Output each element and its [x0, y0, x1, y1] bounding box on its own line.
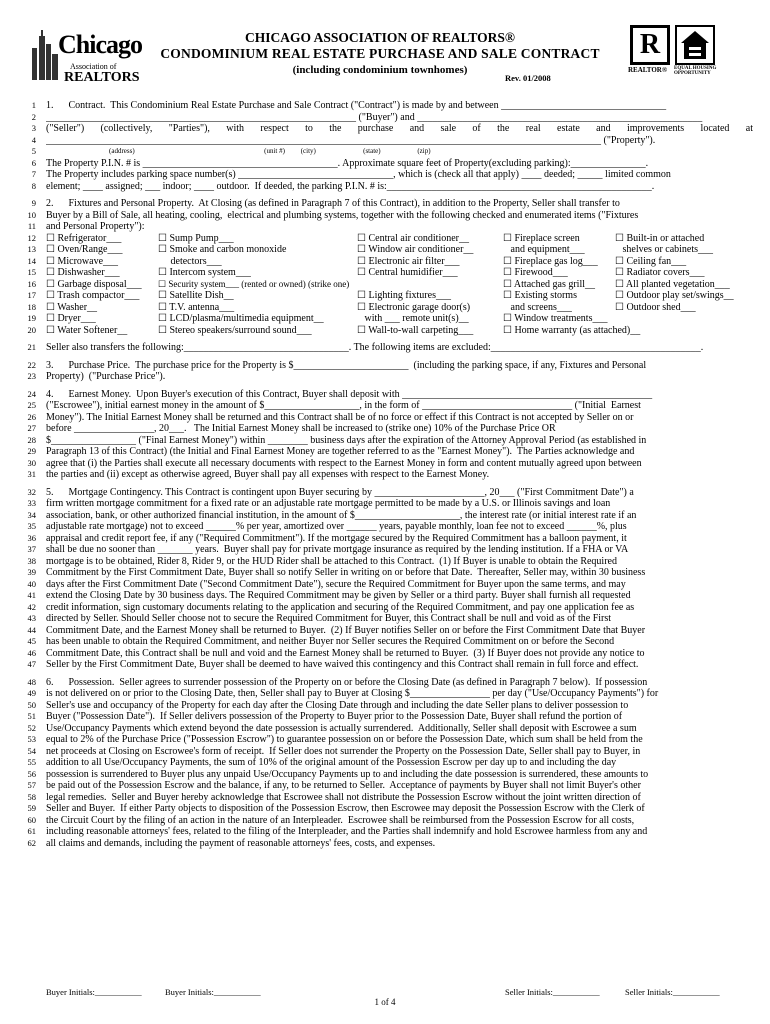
line-text: including reasonable attorneys' fees, related to the filing of the Interpleader, and the Parties shall indemnify and hold Escrowee harmless from any and [46, 826, 648, 837]
contract-subtitle: (including condominium townhomes) [292, 64, 468, 76]
contract-line [0, 158, 770, 170]
line-text: The Property includes parking space number(s) _______________________________, which is (check all that apply) ____ deeded; _____ limited common [46, 169, 671, 180]
line-number: 51 [27, 711, 36, 721]
line-text: mortgage is to be obtained, Rider 8, Rider 9, or the HUD Rider shall be attached to this Contract. (1) If Buyer is unable to obtain the Required [46, 555, 617, 567]
contract-line [0, 371, 770, 383]
line-text: net proceeds at Closing on Escrowee's form of receipt. If Seller does not surrender the Property on the Possession Date, Seller shall pay to Buyer, in [46, 745, 641, 757]
line-text: Commitment by the First Commitment Date, Buyer shall so notify Seller in writing on or before that Date. Thereafter, Seller may, within 30 business [46, 567, 646, 578]
line-number: 35 [27, 521, 36, 531]
line-number: 36 [27, 532, 36, 543]
line-number: 10 [27, 209, 36, 220]
fixture-checkbox-item[interactable]: ☐ Outdoor shed___ [615, 301, 696, 313]
realtor-label: REALTOR® [628, 66, 668, 74]
line-number: 60 [27, 814, 36, 825]
line-number: 15 [27, 267, 36, 277]
contract-line [0, 613, 770, 625]
line-number: 21 [27, 342, 36, 352]
contract-line [0, 544, 770, 556]
line-text: ("Escrowee"), initial earnest money in the amount of $___________________, in the form of ______________________________ ("Initial Earnest [46, 400, 641, 411]
line-number: 55 [27, 757, 36, 767]
fixture-checkbox-item[interactable]: ☐ Outdoor play set/swings__ [615, 290, 734, 301]
contract-line [0, 135, 770, 147]
contract-line [0, 700, 770, 712]
line-number: 1 [31, 100, 36, 110]
line-number: 12 [27, 232, 36, 243]
fixture-checkbox-item[interactable]: ☐ Oven/Range___ [46, 244, 123, 255]
fixture-checkbox-item[interactable]: ☐ Water Softener__ [46, 324, 128, 336]
fixture-checkbox-item[interactable]: ☐ T.V. antenna___ [158, 301, 235, 313]
line-text: Property) ("Purchase Price"). [46, 371, 166, 382]
line-number: 37 [27, 544, 36, 554]
logo-realtors-text: REALTORS [64, 70, 140, 85]
contract-line [0, 169, 770, 181]
fixture-checkbox-item[interactable]: ☐ Ceiling fan___ [615, 255, 687, 267]
fixture-checkbox-item[interactable]: ☐ Home warranty (as attached)__ [503, 324, 641, 336]
line-number: 26 [27, 411, 36, 422]
fixture-checkbox-item: detectors___ [158, 255, 222, 267]
line-text: credit information, sign customary documents relating to the application and securing of the Required Commitment, and pay one application fee as [46, 601, 635, 613]
line-number: 28 [27, 434, 36, 445]
fixture-row [0, 233, 770, 245]
fixture-checkbox-item[interactable]: ☐ Firewood___ [503, 267, 568, 278]
line-text: Buyer by a Bill of Sale, all heating, cooling, electrical and plumbing systems, together with the following checked and enumerated items ("Fixtures [46, 209, 639, 221]
equal-housing-icon [675, 25, 715, 65]
contract-line [0, 590, 770, 602]
line-number: 44 [27, 624, 36, 635]
line-text: Commitment Date, and the Earnest Money shall be returned to Buyer. (2) If Buyer notifies Seller on or before the First Commitment Date that Buyer [46, 624, 646, 636]
line-number: 46 [27, 647, 36, 658]
line-text: 4. Earnest Money. Upon Buyer's execution of this Contract, Buyer shall deposit with __________________________________________________ [46, 388, 653, 400]
contract-line [0, 567, 770, 579]
fixture-checkbox-item[interactable]: ☐ Electronic air filter___ [357, 255, 460, 267]
fixture-checkbox-item[interactable]: ☐ Fireplace screen [503, 232, 580, 244]
fixture-checkbox-item[interactable]: ☐ Fireplace gas log___ [503, 255, 598, 267]
line-number: 39 [27, 567, 36, 577]
fixture-checkbox-item[interactable]: ☐ Satellite Dish__ [158, 290, 234, 301]
document-header [0, 0, 770, 96]
contract-line [0, 435, 770, 447]
realtor-r-logo: R [630, 25, 670, 65]
seller-initials-1[interactable]: Seller Initials:___________ [505, 987, 600, 997]
fixture-checkbox-item[interactable]: ☐ Refrigerator___ [46, 232, 122, 244]
contract-line [0, 636, 770, 648]
line-number: 16 [27, 278, 36, 289]
line-text: addition to all Use/Occupancy Payments, the sum of 10% of the original amount of the Possession Escrow per day up to and including the day [46, 757, 617, 768]
page-number: 1 of 4 [374, 997, 396, 1007]
line-number: 5 [31, 146, 36, 156]
line-text: 1. Contract. This Condominium Real Estate Purchase and Sale Contract ("Contract") is made by and between _________________________________ [46, 100, 667, 111]
seller-initials-2[interactable]: Seller Initials:___________ [625, 987, 720, 997]
fixture-checkbox-item: shelves or cabinets___ [615, 244, 714, 255]
fixture-checkbox-item[interactable]: ☐ All planted vegetation___ [615, 278, 730, 290]
contract-line [0, 198, 770, 210]
line-text: (address) (unit #) (city) (state) (zip) [46, 147, 431, 155]
line-text: Seller and Buyer. If either Party objects to disposition of the Possession Escrow, then Escrowee may deposit the Possession Escrow with the Clerk of [46, 803, 645, 814]
contract-line [0, 510, 770, 522]
contract-title: CONDOMINIUM REAL ESTATE PURCHASE AND SALE CONTRACT [160, 46, 600, 61]
fixture-row [0, 302, 770, 314]
line-text: and Personal Property"): [46, 221, 145, 232]
line-text: Paragraph 13 of this Contract) (the Initial and Final Earnest Money are together referred to as the "Earnest Money"). The Parties acknowledge and [46, 446, 635, 457]
line-number: 47 [27, 659, 36, 669]
line-text: Seller by the First Commitment Date, Buyer shall be deemed to have waived this contingency and this Contract shall remain in full force and effect. [46, 659, 639, 670]
line-number: 45 [27, 636, 36, 646]
line-number: 3 [31, 123, 36, 133]
contract-line [0, 412, 770, 424]
contract-line [0, 210, 770, 222]
line-number: 9 [31, 198, 36, 208]
line-number: 61 [27, 826, 36, 836]
contract-line [0, 400, 770, 412]
line-number: 18 [27, 301, 36, 312]
equal-housing-label: EQUAL HOUSING OPPORTUNITY [674, 66, 717, 76]
line-number: 32 [27, 486, 36, 497]
fixture-checkbox-item: and screens___ [503, 301, 572, 313]
line-text: has been unable to obtain the Required Commitment, and neither Buyer nor Seller secures the Required Commitment on or before the Second [46, 636, 615, 647]
contract-line [0, 146, 770, 158]
line-number: 13 [27, 244, 36, 254]
line-number: 59 [27, 803, 36, 813]
fixture-checkbox-item[interactable]: ☐ Window air conditioner__ [357, 244, 474, 255]
line-number: 2 [31, 111, 36, 122]
contract-line [0, 521, 770, 533]
contract-line [0, 498, 770, 510]
contract-line [0, 803, 770, 815]
line-text: possession is surrendered to Buyer plus any unpaid Use/Occupancy Payments up to and including the date possession is surrendered, these amounts to [46, 768, 649, 780]
contract-line [0, 746, 770, 758]
line-number: 31 [27, 469, 36, 479]
fixture-checkbox-item[interactable]: ☐ Intercom system___ [158, 267, 251, 278]
line-number: 6 [31, 157, 36, 168]
contract-line [0, 469, 770, 481]
contract-line [0, 112, 770, 124]
fixture-row [0, 290, 770, 302]
line-text: element; ____ assigned; ___ indoor; ____ outdoor. If deeded, the parking P.I.N. # is:_____________________________________________________. [46, 180, 655, 192]
buyer-initials-2[interactable]: Buyer Initials:___________ [165, 987, 261, 997]
skyline-icon [30, 28, 60, 80]
fixture-checkbox-item[interactable]: ☐ Garbage disposal___ [46, 278, 142, 290]
contract-line [0, 446, 770, 458]
line-number: 34 [27, 509, 36, 520]
contract-line [0, 757, 770, 769]
line-text: the Circuit Court by the filing of an action in the nature of an Interpleader. Escrowee shall be reimbursed from the Possession Escrow for all costs, [46, 814, 635, 826]
fixture-checkbox-item[interactable]: ☐ Radiator covers___ [615, 267, 705, 278]
contract-line [0, 458, 770, 470]
fixture-row [0, 256, 770, 268]
line-number: 25 [27, 400, 36, 410]
fixture-row [0, 244, 770, 256]
line-number: 11 [27, 221, 36, 231]
fixture-checkbox-item[interactable]: ☐ Lighting fixtures___ [357, 290, 451, 301]
fixture-checkbox-item[interactable]: ☐ Security system___ (rented or owned) (strike one) [158, 278, 350, 289]
line-number: 23 [27, 371, 36, 381]
line-number: 4 [31, 134, 36, 145]
line-number: 33 [27, 498, 36, 508]
fixture-checkbox-item[interactable]: ☐ Built-in or attached [615, 232, 705, 244]
fixture-checkbox-item[interactable]: ☐ Central air conditioner__ [357, 232, 469, 244]
fixture-checkbox-item[interactable]: ☐ Existing storms [503, 290, 577, 301]
fixture-checkbox-item[interactable]: ☐ Dishwasher___ [46, 267, 120, 278]
contract-line [0, 838, 770, 850]
line-text: Seller's use and occupancy of the Property for each day after the Closing Date through and including the date Seller plans to deliver possession to [46, 699, 629, 711]
line-text: shall be due no sooner than _______ years. Buyer shall pay for private mortgage insurance as required by the lending institution. If a FHA or VA [46, 544, 629, 555]
line-text: The Property P.I.N. # is _______________________________________. Approximate square feet of Property(excluding parking):_______________. [46, 157, 649, 169]
fixture-checkbox-item[interactable]: ☐ Washer__ [46, 301, 98, 313]
fixture-checkbox-item[interactable]: ☐ Central humidifier___ [357, 267, 458, 278]
fixture-checkbox-item[interactable]: ☐ Smoke and carbon monoxide [158, 244, 287, 255]
line-text: 5. Mortgage Contingency. This Contract is contingent upon Buyer securing by ______________________, 20___ ("First Commitment Date") a [46, 486, 634, 498]
contract-line [0, 389, 770, 401]
contract-line [0, 181, 770, 193]
fixture-checkbox-item: with ___ remote unit(s)__ [357, 313, 469, 324]
line-number: 62 [27, 837, 36, 848]
fixture-checkbox-item[interactable]: ☐ Attached gas grill__ [503, 278, 596, 290]
line-text: extend the Closing Date by 30 business days. The Required Commitment may be given by Seller or a third party. Buyer shall furnish all requested [46, 590, 631, 601]
line-number: 7 [31, 169, 36, 179]
line-number: 38 [27, 555, 36, 566]
logo-association-text: Association of [70, 62, 117, 71]
chicago-realtors-logo [30, 24, 142, 84]
line-text: association, bank, or other authorized financial institution, in the amount of $_____________________, the interest rate (or initial interest rate if an [46, 509, 637, 521]
fixture-checkbox-item[interactable]: ☐ Microwave___ [46, 255, 119, 267]
line-text: adjustable rate mortgage) not to exceed ______% per year, amortized over ______ years, payable monthly, loan fee not to exceed ______%, plus [46, 521, 627, 532]
contract-line [0, 360, 770, 372]
line-text: be paid out of the Possession Escrow and the balance, if any, to be returned to Seller. Acceptance of payments by Buyer shall not limit Buyer's other [46, 780, 641, 791]
line-text: all claims and demands, including the payment of reasonable attorneys' fees, costs, and expenses. [46, 837, 436, 849]
fixture-checkbox-item[interactable]: ☐ LCD/plasma/multimedia equipment__ [158, 313, 324, 324]
line-number: 53 [27, 734, 36, 744]
line-text: agree that (i) the Parties shall execute all necessary documents with respect to the Earnest Money in form and content mutually agreed upon between [46, 457, 642, 469]
contract-line [0, 123, 770, 135]
line-text: Seller also transfers the following:_________________________________. The following items are excluded:__________________________________________. [46, 342, 704, 353]
contract-line [0, 826, 770, 838]
contract-line [0, 342, 770, 354]
line-text: ("Seller") (collectively, "Parties"), with respect to the purchase and sale of the real estate and improvements located at [46, 123, 753, 134]
contract-line [0, 487, 770, 499]
line-text: Commitment Date, this Contract shall be null and void and the Earnest Money shall be returned to Buyer. (3) If Buyer does not provide any notice to [46, 647, 645, 659]
line-text: 3. Purchase Price. The purchase price for the Property is $_______________________ (including the parking space, if any, Fixtures and Personal [46, 359, 647, 371]
line-text: equal to 2% of the Purchase Price ("Possession Escrow") to guarantee possession on or before the Possession Date, which sum shall be held from the [46, 734, 643, 745]
fixture-checkbox-item[interactable]: ☐ Sump Pump___ [158, 232, 234, 244]
line-text: 2. Fixtures and Personal Property. At Closing (as defined in Paragraph 7 of this Contract), in addition to the Property, Seller shall transfer to [46, 198, 620, 209]
line-number: 29 [27, 446, 36, 456]
line-text: before ________________, 20___. The Initial Earnest Money shall be increased to (strike one) 10% of the Purchase Price OR [46, 423, 556, 434]
contract-line [0, 602, 770, 614]
line-text: ______________________________________________________________ ("Buyer") and _________________________________________________________ [46, 111, 703, 123]
line-number: 20 [27, 324, 36, 335]
line-number: 14 [27, 255, 36, 266]
line-number: 54 [27, 745, 36, 756]
contract-line [0, 556, 770, 568]
line-text: is not delivered on or prior to the Closing Date, then, Seller shall pay to Buyer at Closing $________________ per day ("Use/Occupancy Payments") for [46, 688, 659, 699]
line-text: the parties and (ii) except as otherwise agreed, Buyer shall pay all expenses with respect to the Earnest Money. [46, 469, 490, 480]
line-text: _______________________________________________________________________________________________________________ ("Property"). [46, 134, 656, 146]
line-text: directed by Seller. Should Seller choose not to secure the Required Commitment for Buyer, this Contract shall be null and void as of the First [46, 613, 612, 624]
contract-line [0, 659, 770, 671]
contract-line [0, 677, 770, 689]
fixture-checkbox-item[interactable]: ☐ Window treatments___ [503, 313, 608, 324]
line-text: days after the First Commitment Date ("Second Commitment Date"), secure the Required Commitment for Buyer upon the same terms, and may [46, 578, 626, 590]
line-number: 50 [27, 699, 36, 710]
fixture-checkbox-item[interactable]: ☐ Dryer___ [46, 313, 96, 324]
contract-line [0, 780, 770, 792]
title-block [150, 30, 610, 76]
fixture-checkbox-item[interactable]: ☐ Stereo speakers/surround sound___ [158, 324, 312, 336]
line-number: 30 [27, 457, 36, 468]
line-number: 41 [27, 590, 36, 600]
fixture-row [0, 267, 770, 279]
contract-line [0, 579, 770, 591]
contract-body [0, 100, 770, 849]
line-text: legal remedies. Seller and Buyer hereby acknowledge that Escrowee shall not distribute the Possession Escrow without the joint written direction of [46, 791, 641, 803]
line-number: 48 [27, 676, 36, 687]
line-number: 40 [27, 578, 36, 589]
contract-line [0, 815, 770, 827]
contract-line [0, 423, 770, 435]
line-number: 56 [27, 768, 36, 779]
line-number: 22 [27, 359, 36, 370]
line-text: Money"). The Initial Earnest Money shall be returned and this Contract shall be of no force or effect if this Contract is not accepted by Seller on or [46, 411, 634, 423]
line-number: 43 [27, 613, 36, 623]
line-number: 8 [31, 180, 36, 191]
fixture-row [0, 313, 770, 325]
contract-line [0, 711, 770, 723]
contract-line [0, 769, 770, 781]
fixture-row [0, 279, 770, 291]
logo-chicago-text: Chicago [58, 30, 142, 59]
revision-date: Rev. 01/2008 [505, 73, 551, 83]
fixture-row [0, 325, 770, 337]
contract-line [0, 100, 770, 112]
contract-line [0, 792, 770, 804]
contract-line [0, 688, 770, 700]
contract-line [0, 734, 770, 746]
line-number: 42 [27, 601, 36, 612]
contract-line [0, 221, 770, 233]
buyer-initials-1[interactable]: Buyer Initials:___________ [46, 987, 142, 997]
line-number: 24 [27, 388, 36, 399]
contract-line [0, 533, 770, 545]
fixture-checkbox-item[interactable]: ☐ Trash compactor___ [46, 290, 140, 301]
line-number: 57 [27, 780, 36, 790]
contract-line [0, 648, 770, 660]
line-text: Buyer ("Possession Date"). If Seller delivers possession of the Property to Buyer prior to the Possession Date, Buyer shall refund the portion of [46, 711, 623, 722]
contract-line [0, 625, 770, 637]
line-text: $_________________ ("Final Earnest Money") within ________ business days after the expiration of the Attorney Approval Period (as established in [46, 434, 647, 446]
line-number: 58 [27, 791, 36, 802]
fixture-checkbox-item: and equipment___ [503, 244, 585, 255]
line-number: 19 [27, 313, 36, 323]
line-number: 52 [27, 722, 36, 733]
line-text: appraisal and credit report fee, if any ("Required Commitment"). If the mortgage secured by the Required Commitment has a balloon payment, it [46, 532, 627, 544]
line-number: 17 [27, 290, 36, 300]
fixture-checkbox-item[interactable]: ☐ Electronic garage door(s) [357, 301, 471, 313]
line-text: firm written mortgage commitment for a fixed rate or an adjustable rate mortgage permitted to be made by a U.S. or Illinois savings and loan [46, 498, 611, 509]
line-text: 6. Possession. Seller agrees to surrender possession of the Property on or before the Closing Date (as defined in Paragraph 7 below). If possession [46, 676, 648, 688]
fixture-checkbox-item[interactable]: ☐ Wall-to-wall carpeting___ [357, 324, 474, 336]
line-text: Use/Occupancy Payments which extend beyond the date possession is actually surrendered. Additionally, Seller shall deposit with Escrowee a sum [46, 722, 637, 734]
org-title: CHICAGO ASSOCIATION OF REALTORS® [244, 30, 516, 45]
line-number: 27 [27, 423, 36, 433]
contract-line [0, 723, 770, 735]
line-number: 49 [27, 688, 36, 698]
